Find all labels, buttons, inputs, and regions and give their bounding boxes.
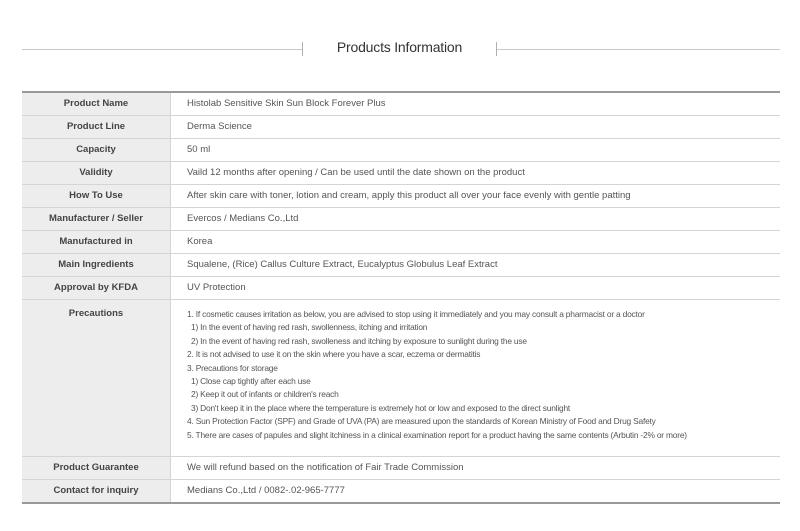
row-label-contact: Contact for inquiry [22, 480, 171, 504]
table-row [22, 92, 780, 116]
table-row [22, 185, 780, 208]
table-row [22, 139, 780, 162]
table-row-precautions [22, 300, 780, 457]
precaution-line: 4. Sun Protection Factor (SPF) and Grade of UVA (PA) are measured upon the standards of Korean Ministry of Food and Drug Safety [187, 416, 656, 427]
row-value-capacity: 50 ml [171, 139, 781, 162]
product-info-table [22, 91, 780, 504]
divider-right [497, 49, 780, 50]
row-value-how-to-use: After skin care with toner, lotion and cream, apply this product all over your face evenly with gentle patting [171, 185, 781, 208]
row-value-approval: UV Protection [171, 277, 781, 300]
precaution-line: 2) Keep it out of infants or children's reach [191, 389, 339, 400]
precaution-line: 3) Don't keep it in the place where the temperature is extremely hot or low and exposed to the direct sunlight [191, 402, 571, 413]
precaution-line: 2. It is not advised to use it on the skin where you have a scar, eczema or dermatitis [187, 349, 481, 360]
row-label-capacity: Capacity [22, 139, 171, 162]
precaution-line: 1. If cosmetic causes irritation as below, you are advised to stop using it immediately and you may consult a pharmacist or a doctor [187, 309, 645, 319]
table-row [22, 457, 780, 480]
section-title-bar [22, 36, 780, 62]
row-value-manufacturer: Evercos / Medians Co.,Ltd [171, 208, 781, 231]
row-value-manufactured-in: Korea [171, 231, 781, 254]
row-value-main-ingredients: Squalene, (Rice) Callus Culture Extract, Eucalyptus Globulus Leaf Extract [171, 254, 781, 277]
row-value-validity: Vaild 12 months after opening / Can be used until the date shown on the product [171, 162, 781, 185]
table-row [22, 116, 780, 139]
table-row [22, 254, 780, 277]
row-value-product-line: Derma Science [171, 116, 781, 139]
row-label-approval: Approval by KFDA [22, 277, 171, 300]
table-row [22, 277, 780, 300]
row-label-validity: Validity [22, 162, 171, 185]
row-label-how-to-use: How To Use [22, 185, 171, 208]
precaution-line: 2) In the event of having red rash, swolleness and itching by exposure to sunlight during the use [191, 335, 527, 346]
precautions-list [171, 300, 781, 457]
row-value-contact: Medians Co.,Ltd / 0082-.02-965-7777 [171, 480, 781, 504]
row-label-precautions: Precautions [22, 300, 171, 457]
row-label-product-line: Product Line [22, 116, 171, 139]
row-value-product-name: Histolab Sensitive Skin Sun Block Forever Plus [171, 92, 781, 116]
row-value-guarantee: We will refund based on the notification of Fair Trade Commission [171, 457, 781, 480]
divider-left [22, 49, 302, 50]
precaution-line: 1) In the event of having red rash, swollenness, itching and irritation [191, 322, 428, 333]
row-label-guarantee: Product Guarantee [22, 457, 171, 480]
precaution-line: 5. There are cases of papules and slight itchiness in a clinical examination report for a product having the same contents (Arbutin -2% or more) [187, 429, 687, 440]
table-row [22, 162, 780, 185]
row-label-manufactured-in: Manufactured in [22, 231, 171, 254]
table-row [22, 208, 780, 231]
page-title: Products Information [336, 39, 463, 55]
precaution-line: 3. Precautions for storage [187, 362, 278, 373]
row-label-manufacturer: Manufacturer / Seller [22, 208, 171, 231]
precaution-line: 1) Close cap tightly after each use [191, 376, 311, 387]
table-row [22, 231, 780, 254]
table-row [22, 480, 780, 504]
row-label-main-ingredients: Main Ingredients [22, 254, 171, 277]
row-label-product-name: Product Name [22, 92, 171, 116]
